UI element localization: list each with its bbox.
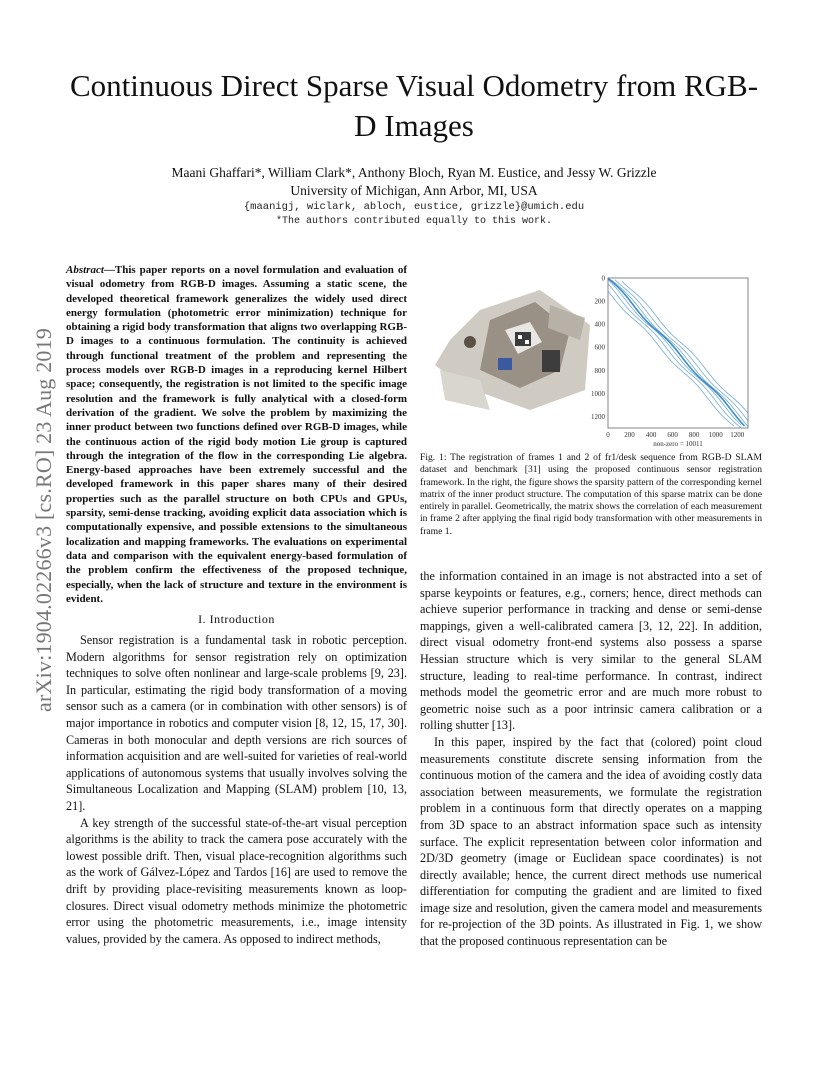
affiliation: University of Michigan, Ann Arbor, MI, USA: [290, 183, 538, 198]
right-column-body: [420, 568, 762, 950]
x-tick-label: 1000: [708, 431, 723, 439]
paragraph: In this paper, inspired by the fact that (colored) point cloud measurements constitute discrete sensing information from the continuous motion of the camera and the idea of avoiding costly data association between measurements, we formulate the registration problem in a continuous form that directly operates on a mapping from 3D space to an abstract information space such as intensity surface. The explicit representation between color information and 2D/3D geometry (image or Euclidean space coordinates) is not directly available; hence, the current direct methods use numerical differentiation for computing the gradient and are limited to fixed image size and resolution, given the camera model and measurements for re-projection of the 3D points. As illustrated in Fig. 1, we show that the proposed continuous representation can be: [420, 734, 762, 949]
x-tick-label: 600: [667, 431, 678, 439]
sparsity-band: [622, 281, 748, 413]
sparsity-plot: [591, 275, 748, 449]
paragraph: the information contained in an image is not abstracted into a set of sparse keypoints or features, e.g., corners; hence, direct methods can achieve superior performance in tracking and dense or semi-dense mappings, given a well-calibrated camera [3, 12, 22]. In addition, direct visual odometry front-end systems also possess a sparse Hessian structure which is very similar to the general SLAM structure, leading to real-time performance. In contrast, indirect methods model the geometric error and are much more robust to geometric noise such as a poor intrinsic camera calibration or a rolling shutter [13].: [420, 569, 762, 733]
section-heading: I. Introduction: [198, 612, 275, 626]
figure-caption: Fig. 1: The registration of frames 1 and 2 of fr1/desk sequence from RGB-D SLAM dataset and benchmark [31] using the proposed continuous sensor registration framework. In the right, the figure shows the sparsity pattern of the corresponding kernel matrix of the inner product structure. The computation of this sparse matrix can be done entirely in parallel. Geometrically, the matrix shows the correlation of each measurement in frame 2 after applying the final rigid body transformation with other measurements in frame 1.: [420, 452, 762, 537]
y-tick-label: 0: [601, 274, 605, 283]
y-tick-label: 400: [594, 320, 605, 329]
paragraph: A key strength of the successful state-of-the-art visual perception algorithms is the ability to track the camera pose accurately with the lowest possible drift. Then, visual place-recognition algorithms such as the work of Gálvez-López and Tardos [16] are used to remove the drift by providing place-revisiting measurements known as loop-closures. Direct visual odometry methods minimize the photometric error using the photometric measurements, i.e., image intensity values, provided by the camera. As opposed to indirect methods,: [66, 815, 407, 946]
y-tick-label: 1000: [591, 389, 605, 398]
email-line: {maanigj, wiclark, abloch, eustice, grizzle}@umich.edu: [243, 201, 585, 213]
x-tick-label: 200: [624, 431, 635, 439]
figure-1: [420, 270, 762, 450]
figure-graphic: [420, 270, 762, 450]
abstract-lead: Abstract: [66, 264, 104, 276]
abstract: [66, 263, 407, 606]
x-tick-label: 400: [645, 431, 657, 439]
abstract-text: —This paper reports on a novel formulation and evaluation of visual odometry from RGB-D images. Assuming a static scene, the developed theoretical framework generalizes the widely used direct energy formulation (photometric error minimization) technique for obtaining a rigid body transformation that aligns two overlapping RGB-D images to a continuous formulation. The continuity is achieved through functional treatment of the problem and representing the process models over RGB-D images in a reproducing kernel Hilbert space; consequently, the registration is not limited to the specific image resolution and the framework is fully analytical with a closed-form derivation of the gradient. We solve the problem by maximizing the inner product between two functions defined over RGB-D images, while the continuous action of the rigid body motion Lie group is captured through the integration of the flow in the corresponding Lie algebra. Energy-based approaches have been extremely successful and the developed framework in this paper shares many of their desired properties such as the parallel structure on both CPUs and GPUs, sparsity, semi-dense tracking, avoiding explicit data association which is computationally expensive, and possible extensions to the simultaneous localization and mapping frameworks. The evaluations on experimental data and comparison with the equivalent energy-based formulation of the problem confirm the effectiveness of the proposed technique, especially, when the lack of structure and texture in the environment is evident.: [66, 264, 407, 605]
contribution-note: *The authors contributed equally to this work.: [275, 216, 553, 227]
y-tick-label: 200: [594, 297, 605, 306]
paragraph: Sensor registration is a fundamental task in robotic perception. Modern algorithms for sensor registration rely on optimization techniques to solve often nonlinear and large-scale problems [9, 23]. In particular, estimating the rigid body transformation of a moving sensor such as a camera (or in combination with other sensors) is of major importance in robotics and computer vision [8, 12, 15, 17, 30]. Cameras in both monocular and depth versions are rich sources of information acquisition and are well-suited for varieties of real-world applications of autonomous systems that usually involves solving the Simultaneous Localization and Mapping (SLAM) problem [10, 13, 21].: [66, 633, 407, 813]
left-column-body: [66, 632, 407, 947]
sparsity-band: [608, 278, 745, 426]
arxiv-id-text: arXiv:1904.02266v3 [cs.RO] 23 Aug 2019: [31, 327, 56, 713]
nonzero-count-label: non-zero = 10011: [653, 440, 703, 448]
sparsity-band: [608, 280, 741, 425]
author-list: Maani Ghaffari*, William Clark*, Anthony Bloch, Ryan M. Eustice, and Jessy W. Grizzle: [171, 165, 657, 180]
sparsity-band: [615, 280, 748, 421]
y-tick-label: 800: [594, 366, 605, 375]
x-tick-label: 0: [606, 431, 610, 439]
paper-title: Continuous Direct Sparse Visual Odometry from RGB-D Images: [69, 68, 759, 143]
point-cloud-image: [435, 290, 590, 410]
sparsity-band: [608, 291, 734, 426]
y-tick-label: 1200: [591, 412, 605, 421]
x-tick-label: 1200: [730, 431, 745, 439]
x-tick-label: 800: [688, 431, 700, 439]
arxiv-side-identifier: [32, 280, 56, 760]
y-tick-label: 600: [594, 343, 605, 352]
sparsity-band: [608, 284, 741, 428]
